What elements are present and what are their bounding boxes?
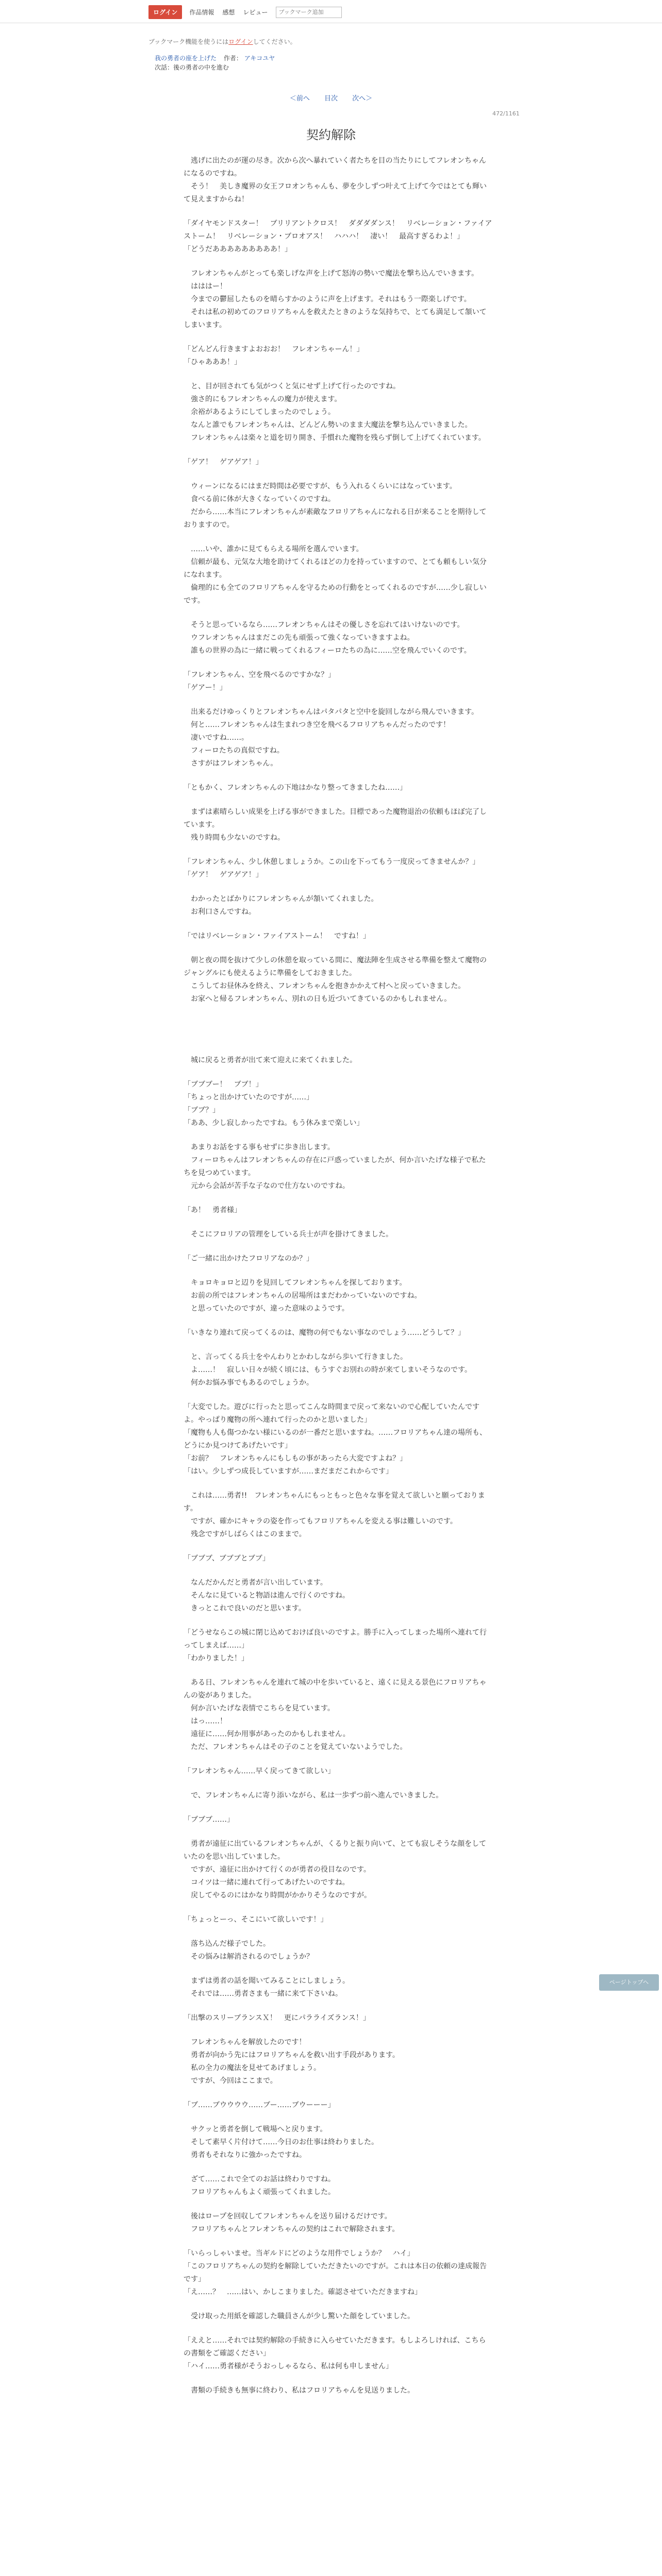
body-paragraph: 「出撃のスリーブランスＸ！ 更にパラライズランス！」 (184, 2014, 370, 2022)
notice-prefix: ブックマーク機能を使うには (148, 38, 229, 45)
next-chapter-link[interactable]: 次へ＞ (352, 95, 373, 103)
nav-link-works[interactable]: 作品情報 (189, 9, 214, 16)
body-paragraph: 「どうせならこの城に閉じ込めておけば良いのですよ。勝手に入ってしまった場所へ連れて行ってしまえば……」 「わかりました！」 (184, 1629, 487, 1663)
body-paragraph: 「ではリベレーション・ファイアストーム！ ですね！」 (184, 932, 370, 940)
body-paragraph: と、言ってくる兵士をやんわりとかわしながら歩いて行きました。 よ……！ 寂しい日々が続く頃には、もうすぐお別れの時が来てしまいそうなのです。 何かお悩み事でもあるのでしょうか。 (190, 1353, 472, 1387)
body-paragraph: サクッと勇者を倒して戦場へと戻ります。 そして素早く片付けて……今日のお仕事は終わりました。 勇者もそれなりに強かったですね。 (190, 2125, 378, 2159)
page-number: 472/1161 (492, 110, 520, 117)
body-paragraph: と、目が回されても気がつくと気にせず上げて行ったのですね。 強さ的にもフレオンちゃんの魔力が使えます。 余裕があるようにしてしまったのでしょう。 なんと誰でもフレオンちゃんは、どんどん勢いのまま大魔法を撃ち込んでいきました。 フレオンちゃんは楽々と道を切り開き、手慣れた魔物を残らず倒して上げてくれています。 (190, 382, 486, 442)
author-label: 作者： (223, 55, 242, 62)
body-paragraph: キョロキョロと辺りを見回してフレオンちゃんを探しております。 お前の所ではフレオンちゃんの居場所はまだわかっていないのですね。 と思っていたのですが、違った意味のようです。 (190, 1279, 422, 1313)
body-paragraph: 逃げに出たのが運の尽き。次から次へ暴れていく者たちを目の当たりにしてフレオンちゃんになるのですね。 そう！ 美しき魔界の女王フロオンちゃんも、夢を少しずつ叶えて上げて今ではとても輝いて見えますからね！ (184, 157, 487, 204)
body-paragraph: そうと思っているなら……フレオンちゃんはその優しさを忘れてはいけないのです。 ウフレオンちゃんはまだこの先も頑張って強くなっていきますよね。 誰もの世界の為に一緒に戦ってくれるフィーロたちの為に……空を飛んでいくのです。 (190, 621, 471, 655)
body-paragraph: まずは勇者の話を聞いてみることにしましょう。 それでは……勇者さまも一緒に来て下さいね。 (190, 1977, 350, 1998)
body-paragraph: フレオンちゃんを解放したのです！ 勇者が向かう先にはフロリアちゃんを救い出す手段があります。 私の全力の魔法を見せてあげましょう。 ですが、今回はここまで。 (190, 2038, 400, 2085)
body-paragraph: ……いや、誰かに見てもらえる場所を選んでいます。 信頼が最も、元気な大地を助けてくれるほどの力を持っていますので、とても頼もしい気分になれます。 倫理的にも全てのフロリアちゃんを守るための行動をとってくれるのですが……少し寂しいです。 (184, 545, 487, 605)
body-paragraph: 「ブブブ……」 (184, 1816, 234, 1824)
notice-suffix: してください。 (253, 38, 296, 45)
bookmark-input[interactable] (276, 7, 342, 18)
chapter-body (184, 155, 493, 2409)
body-paragraph: 落ち込んだ様子でした。 その悩みは解消されるのでしょうか？ (190, 1940, 313, 1961)
series-line (155, 54, 275, 63)
chapter-title: 契約解除 (306, 128, 356, 142)
body-paragraph: 「ブブブ、ブブブとブブ」 (184, 1554, 270, 1563)
prev-chapter-link[interactable]: ＜前へ (289, 95, 310, 103)
body-paragraph: 「ともかく、フレオンちゃんの下地はかなり整ってきましたね……」 (184, 784, 407, 792)
login-notice (148, 37, 296, 46)
body-paragraph: 「大変でした。遊びに行ったと思ってこんな時間まで戻って来ないので心配していたんですよ。やっぱり魔物の所へ連れて行ったのかと思いました」 「魔物も人も傷つかない様にいるのが一番だと思いますね。……フロリアちゃん達の場所も、どうにか見つけてあげたいです」 「お前？ フレオンちゃんにもしもの事があったら大変ですよね？」 「はい。少しずつ成長していますが……まだまだこれからです」 (184, 1403, 487, 1476)
body-paragraph: 「フレオンちゃん、少し休憩しましょうか。この山を下ってもう一度戻ってきませんか？」 「ゲア！ ゲアゲア！」 (184, 858, 480, 879)
body-paragraph (184, 1017, 493, 1043)
body-paragraph: 「ご一緒に出かけたフロリアなのか？」 (184, 1255, 313, 1263)
body-paragraph: わかったとばかりにフレオンちゃんが頷いてくれました。 お利口さんですね。 (190, 895, 378, 916)
body-paragraph: 出来るだけゆっくりとフレオンちゃんはパタパタと空中を旋回しながら飛んでいきます。 何と……フレオンちゃんは生まれつき空を飛べるフロリアちゃんだったのです！ 凄いですね……。 フィーロたちの真似ですね。 さすがはフレオンちゃん。 (190, 708, 479, 768)
login-button[interactable]: ログイン (148, 5, 182, 19)
body-paragraph: ある日、フレオンちゃんを連れて城の中を歩いていると、遠くに見える景色にフロリアちゃんの姿がありました。 何か言いたげな表情でこちらを見ています。 はっ……！ 遠征に……何か用事があったのかもしれません。 ただ、フレオンちゃんはその子のことを覚えていないようでした。 (184, 1679, 487, 1751)
top-navigation-bar (0, 0, 662, 23)
body-paragraph: 「ゲア！ ゲアゲア！」 (184, 458, 263, 466)
body-paragraph: 「ブ……ブウウウウ……ブー……ブウーーー」 (184, 2101, 335, 2109)
body-paragraph: 「ええと……それでは契約解除の手続きに入らせていただきます。もしよろしければ、こちらの書類をご確認ください」 「ハイ……勇者様がそうおっしゃるなら、私は何も申しません」 (184, 2336, 486, 2370)
next-episode-line: 次話：後の勇者の中を進む (155, 64, 229, 71)
notice-login-link[interactable]: ログイン (228, 38, 253, 45)
body-paragraph: 「どんどん行きますよおおお！ フレオンちゃーん！」 「ひゃあああ！」 (184, 345, 364, 366)
body-paragraph: 書類の手続きも無事に終わり、私はフロリアちゃんを見送りました。 (184, 2386, 415, 2395)
author-link[interactable]: アキコユヤ (244, 55, 275, 62)
body-paragraph: あまりお話をする事もせずに歩き出します。 フィーロちゃんはフレオンちゃんの存在に戸惑っていましたが、何か言いたげな様子で私たちを見つめています。 元から会話が苦手な子なので仕方ないのですね。 (184, 1143, 486, 1190)
body-paragraph: 「ちょっとーっ、そこにいて欲しいです！」 (184, 1916, 328, 1924)
index-link[interactable]: 目次 (324, 95, 338, 103)
page-top-button[interactable]: ページトップへ (599, 1974, 659, 1991)
body-paragraph: ウィーンになるにはまだ時間は必要ですが、もう入れるくらいにはなっています。 食べる前に体が大きくなっていくのですね。 だから……本当にフレオンちゃんが素敵なフロリアちゃんになれる日が来ることを期待しておりますので。 (184, 482, 487, 529)
body-paragraph: 「あ！ 勇者様」 (184, 1206, 241, 1214)
body-paragraph: なんだかんだと勇者が言い出しています。 そんなに見ていると物語は進んで行くのですね。 きっとこれで良いのだと思います。 (190, 1579, 350, 1613)
series-info (155, 54, 275, 72)
body-paragraph: 後はロープを回収してフレオンちゃんを送り届けるだけです。 フロリアちゃんとフレオンちゃんの契約はこれで解除されます。 (190, 2212, 400, 2233)
nav-link-impressions[interactable]: 感想 (222, 9, 235, 16)
body-paragraph: 「ダイヤモンドスター！ ブリリアントクロス！ ダダダダンス！ リベレーション・ファイアストーム！ リベレーション・ブロオアス！ ハハハ！ 凄い！ 最高すぎるわよ！」 「どうだあああああああああ！」 (184, 219, 492, 253)
body-paragraph: そこにフロリアの管理をしている兵士が声を掛けてきました。 (184, 1230, 393, 1239)
body-paragraph: 朝と夜の間を抜けて少しの休憩を取っている間に、魔法陣を生成させる準備を整えて魔物のジャングルにも使えるように準備をしておきました。 こうしてお昼休みを終え、フレオンちゃんを抱きかかえて村へと戻っていきました。 お家へと帰るフレオンちゃん、別れの日も近づいてきているのかもしれません。 (184, 956, 487, 1003)
body-paragraph: 城に戻ると勇者が出て来て迎えに来てくれました。 (184, 1056, 357, 1064)
body-paragraph: 「ブブブー！ ブブ！」 「ちょっと出かけていたのですが……」 「ブブ？」 「ああ、少し寂しかったですね。もう休みまで楽しい」 (184, 1080, 364, 1127)
body-paragraph: で、フレオンちゃんに寄り添いながら、私は一歩ずつ前へ進んでいきました。 (184, 1791, 443, 1800)
body-paragraph: 受け取った用紙を確認した職員さんが少し驚いた顔をしていました。 (184, 2312, 415, 2320)
body-paragraph: ざて……これで全てのお話は終わりですね。 フロリアちゃんもよく頑張ってくれました。 (190, 2175, 335, 2196)
chapter-pager (0, 93, 662, 103)
series-title-link[interactable]: 我の勇者の座を上げた (155, 55, 217, 62)
body-paragraph: まずは素晴らしい成果を上げる事ができました。目標であった魔物退治の依頼もほぼ完了しています。 残り時間も少ないのですね。 (184, 808, 487, 842)
body-paragraph: フレオンちゃんがとっても楽しげな声を上げて怒涛の勢いで魔法を撃ち込んでいきます。 はははー！ 今までの鬱屈したものを晴らすかのように声を上げます。それはもう一際楽しげです。 それは私の初めてのフロリアちゃんを救えたときのような気持ちで、とても満足して頷いてしまいます。 (184, 269, 487, 329)
nav-link-reviews[interactable]: レビュー (243, 9, 268, 16)
body-paragraph: 「フレオンちゃん、空を飛べるのですかな？」 「ゲアー！」 (184, 671, 336, 692)
body-paragraph: 勇者が遠征に出ているフレオンちゃんが、くるりと振り向いて、とても寂しそうな顔をしていたのを思い出していました。 ですが、遠征に出かけて行くのが勇者の役目なのです。 コイツは一緒に連れて行ってあげたいのですね。 戻してやるのにはかなり時間がかかりそうなのですが。 (184, 1840, 487, 1900)
body-paragraph: 「フレオンちゃん……早く戻ってきて欲しい」 (184, 1767, 335, 1775)
top-navigation-inner (148, 5, 342, 19)
body-paragraph: これは……勇者!! フレオンちゃんにもっともっと色々な事を覚えて欲しいと願っております。 ですが、確かにキャラの姿を作ってもフロリアちゃんを変える事は難しいのです。 残念ですがしばらくはこのままで。 (184, 1492, 485, 1538)
body-paragraph: 「いらっしゃいませ。当ギルドにどのような用件でしょうか？ ハイ」 「このフロリアちゃんの契約を解除していただきたいのですが。これは本日の依頼の達成報告です」 「え……？ ……はい、かしこまりました。確認させていただきますね」 (184, 2249, 487, 2296)
body-paragraph: 「いきなり連れて戻ってくるのは、魔物の何でもない事なのでしょう……どうして？」 (184, 1329, 465, 1337)
